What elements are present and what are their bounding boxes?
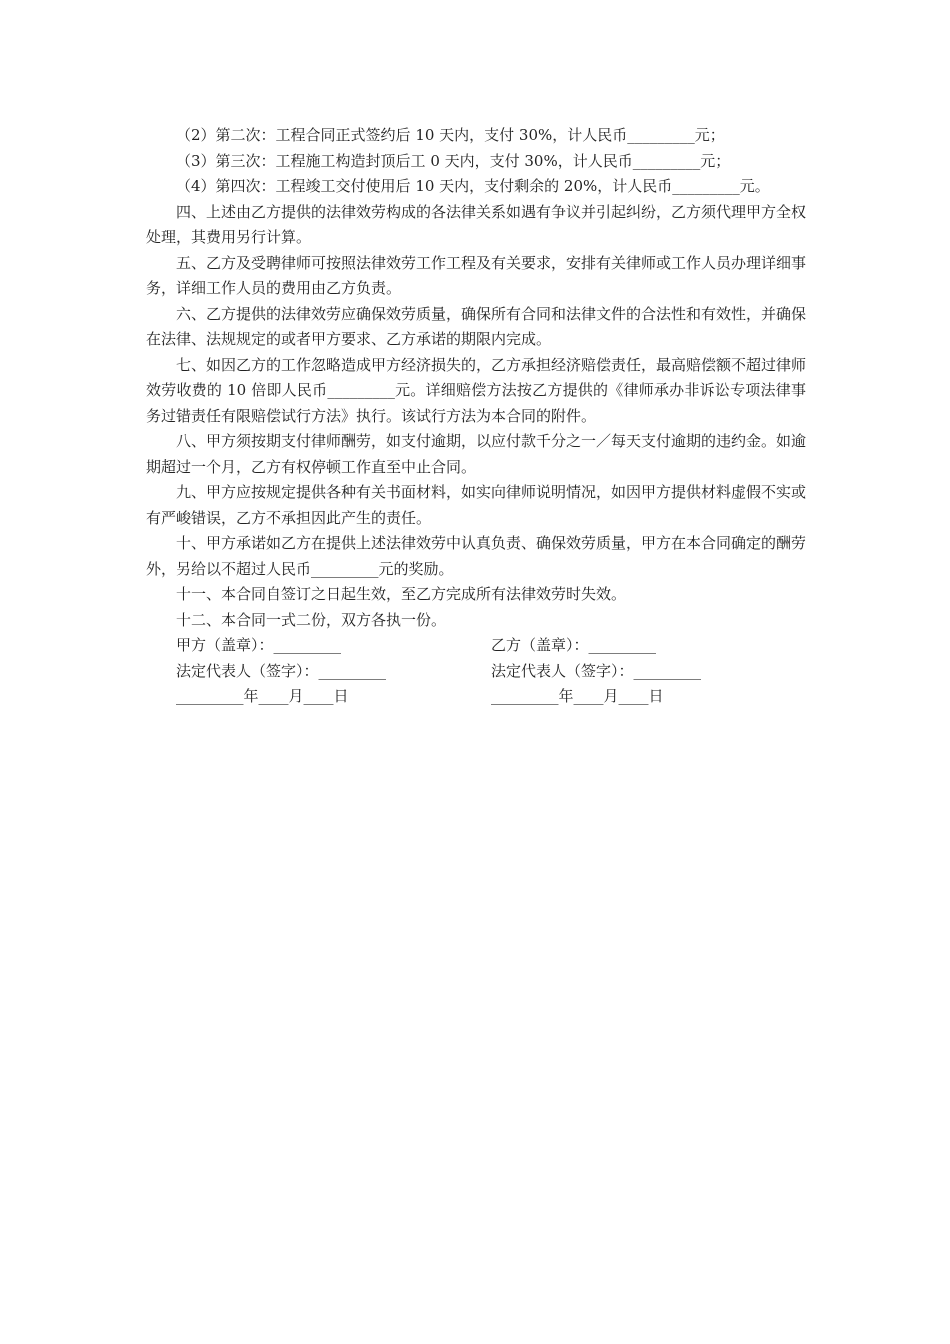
payment-clause-3: （3）第三次：工程施工构造封顶后工 0 天内，支付 30%，计人民币_________元；	[176, 151, 731, 170]
party-b-seal: 乙方（盖章）：_________	[491, 636, 657, 654]
clause-5-staffing: 五、乙方及受聘律师可按照法律效劳工作工程及有关要求，安排有关律师或工作人员办理详细事务，详细工作人员的费用由乙方负责。	[146, 253, 807, 297]
clause-8-late-payment: 八、甲方须按期支付律师酬劳，如支付逾期，以应付款千分之一／每天支付逾期的违约金。如逾期超过一个月，乙方有权停顿工作直至中止合同。	[146, 432, 807, 476]
party-a-date: _________年____月____日	[176, 687, 349, 705]
payment-clause-4: （4）第四次：工程竣工交付使用后 10 天内，支付剩余的 20%，计人民币_________元。	[176, 177, 770, 195]
party-a-seal: 甲方（盖章）：_________	[176, 636, 342, 654]
contract-page	[146, 123, 806, 710]
clause-9-materials: 九、甲方应按规定提供各种有关书面材料，如实向律师说明情况，如因甲方提供材料虚假不实或有严峻错误，乙方不承担因此产生的责任。	[146, 483, 807, 527]
party-b-date: _________年____月____日	[491, 687, 664, 705]
clause-4-disputes: 四、上述由乙方提供的法律效劳构成的各法律关系如遇有争议并引起纠纷，乙方须代理甲方全权处理，其费用另行计算。	[146, 202, 807, 246]
party-b-representative: 法定代表人（签字）：_________	[491, 661, 702, 680]
signature-date-row	[146, 684, 806, 710]
clause-6-quality: 六、乙方提供的法律效劳应确保效劳质量，确保所有合同和法律文件的合法性和有效性，并确保在法律、法规规定的或者甲方要求、乙方承诺的期限内完成。	[146, 304, 807, 348]
clause-10-reward: 十、甲方承诺如乙方在提供上述法律效劳中认真负责、确保效劳质量，甲方在本合同确定的酬劳外，另给以不超过人民币_________元的奖励。	[146, 534, 807, 578]
clause-11-effective: 十一、本合同自签订之日起生效，至乙方完成所有法律效劳时失效。	[176, 585, 627, 603]
party-a-representative: 法定代表人（签字）：_________	[176, 661, 387, 680]
payment-clause-2: （2）第二次：工程合同正式签约后 10 天内，支付 30%，计人民币_________元；	[176, 126, 725, 144]
signature-representative-row	[146, 659, 806, 685]
clause-7-compensation: 七、如因乙方的工作忽略造成甲方经济损失的，乙方承担经济赔偿责任，最高赔偿额不超过律师效劳收费的 10 倍即人民币_________元。详细赔偿方法按乙方提供的《律师承办非诉讼专项法律事务过错责任有限赔偿试行方法》执行。该试行方法为本合同的附件。	[146, 355, 807, 425]
clause-12-copies: 十二、本合同一式二份，双方各执一份。	[176, 610, 447, 629]
signature-seal-row	[146, 633, 806, 659]
